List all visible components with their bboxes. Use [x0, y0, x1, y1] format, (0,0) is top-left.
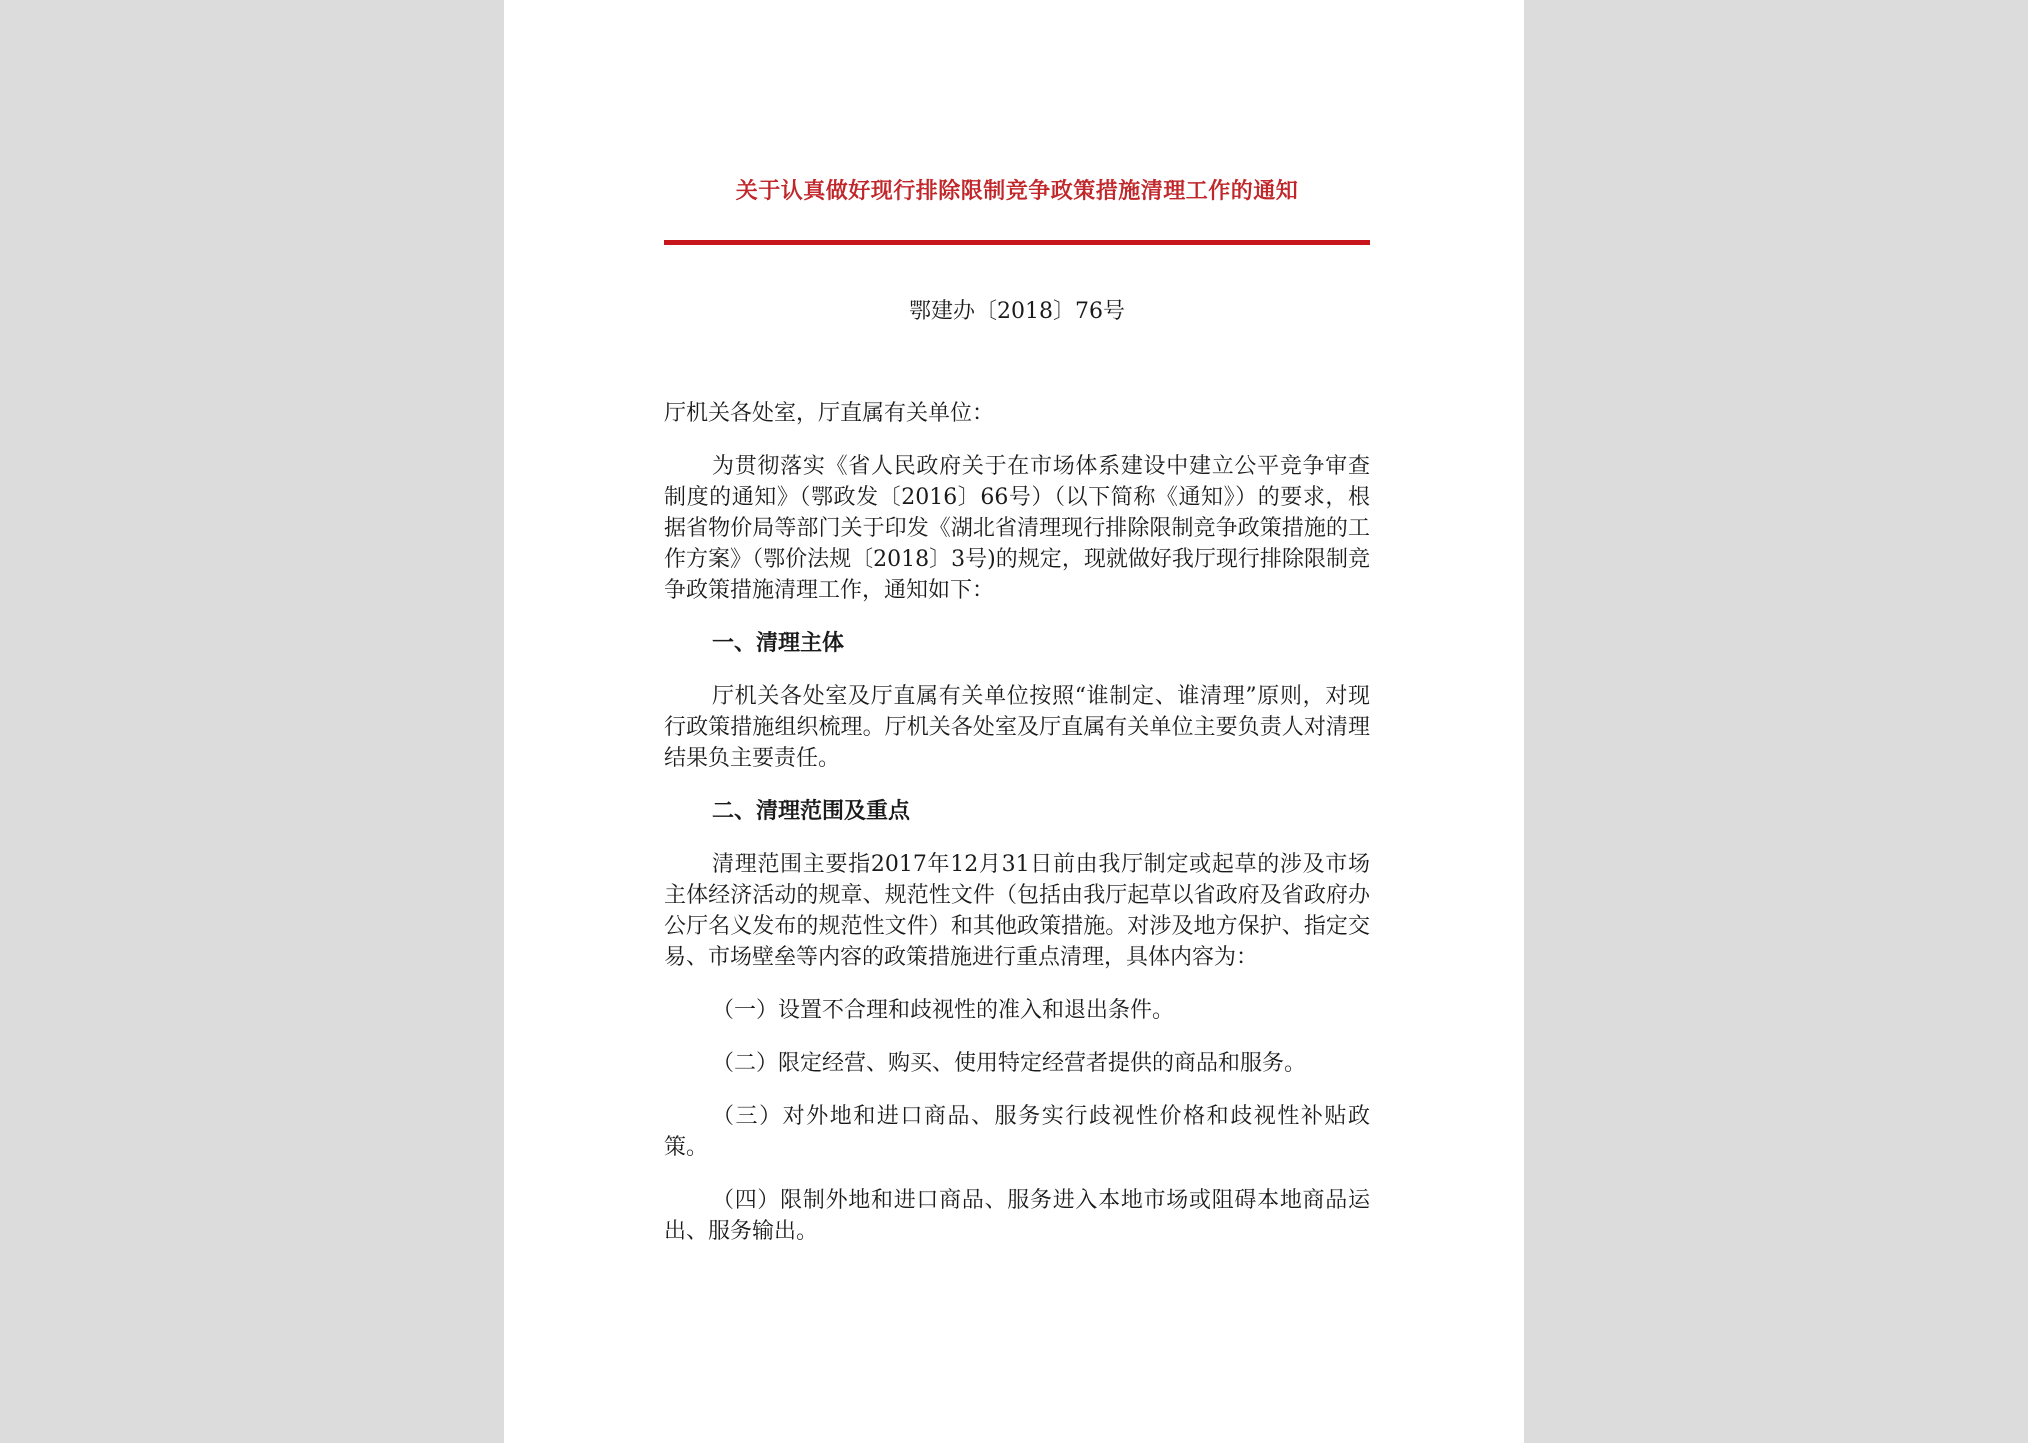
document-title: 关于认真做好现行排除限制竞争政策措施清理工作的通知: [735, 178, 1299, 204]
list-item-1: （一）设置不合理和歧视性的准入和退出条件。: [712, 998, 1175, 1023]
list-item-2: （二）限定经营、购买、使用特定经营者提供的商品和服务。: [712, 1051, 1307, 1076]
salutation: 厅机关各处室，厅直属有关单位：: [664, 401, 995, 426]
document-body: [664, 398, 1370, 1269]
section-paragraph-2: 清理范围主要指2017年12月31日前由我厅制定或起草的涉及市场主体经济活动的规章、规范性文件（包括由我厅起草以省政府及省政府办公厅名义发布的规范性文件）和其他政策措施。对涉及地方保护、指定交易、市场壁垒等内容的政策措施进行重点清理，具体内容为：: [664, 852, 1370, 970]
document-number: 鄂建办〔2018〕76号: [909, 299, 1125, 324]
list-item-3: （三）对外地和进口商品、服务实行歧视性价格和歧视性补贴政策。: [664, 1104, 1370, 1160]
red-header-rule: [664, 240, 1370, 245]
list-item-4: （四）限制外地和进口商品、服务进入本地市场或阻碍本地商品运出、服务输出。: [664, 1188, 1370, 1244]
section-heading-1: 一、清理主体: [712, 630, 845, 656]
section-paragraph-1: 厅机关各处室及厅直属有关单位按照“谁制定、谁清理”原则，对现行政策措施组织梳理。厅机关各处室及厅直属有关单位主要负责人对清理结果负主要责任。: [664, 684, 1370, 771]
section-heading-2: 二、清理范围及重点: [712, 798, 911, 824]
intro-paragraph: 为贯彻落实《省人民政府关于在市场体系建设中建立公平竞争审查制度的通知》（鄂政发〔2016〕66号）（以下简称《通知》）的要求，根据省物价局等部门关于印发《湖北省清理现行排除限制竞争政策措施的工作方案》（鄂价法规〔2018〕3号)的规定，现就做好我厅现行排除限制竞争政策措施清理工作，通知如下：: [664, 454, 1370, 603]
document-page: [504, 0, 1524, 1443]
